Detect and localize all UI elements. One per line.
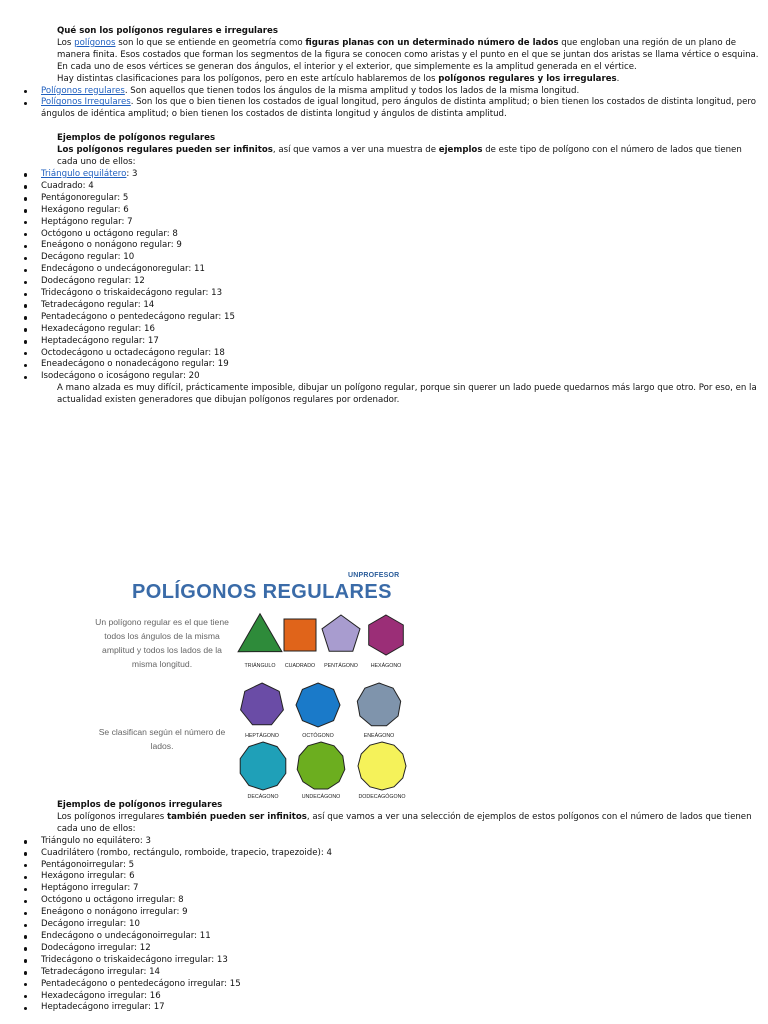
list-item xyxy=(0,169,768,181)
types-list xyxy=(0,86,768,122)
regular-polygons-figure xyxy=(90,563,430,800)
text-fragment: , así que vamos a ver una muestra de xyxy=(272,145,439,156)
classification-paragraph xyxy=(0,74,768,86)
text-fragment: Los polígonos irregulares xyxy=(57,811,168,822)
regular-intro xyxy=(0,145,768,169)
regulares-link[interactable]: Polígonos regulares xyxy=(41,85,125,96)
list-item: Eneágono o nonágono regular: 9 xyxy=(0,240,768,252)
list-item: Pentágonoirregular: 5 xyxy=(0,860,768,872)
intro-heading: Qué son los polígonos regulares e irregulares xyxy=(57,26,278,36)
polygons-illustration xyxy=(90,563,430,800)
list-item: Pentadecágono o pentedecágono irregular: 15 xyxy=(0,979,768,991)
shape-label: CUADRADO xyxy=(284,663,316,669)
list-item: Tridecágono o triskaidecágono regular: 13 xyxy=(0,288,768,300)
polygon-shape xyxy=(241,683,284,725)
figure-definition-text: Un polígono regular es el que tiene todos los ángulos de la misma amplitud y todos los lados de la misma longitud. xyxy=(95,617,229,669)
polygon-shape xyxy=(284,619,316,651)
shape-label: DECÁGONO xyxy=(247,794,279,800)
polygon-shape xyxy=(322,615,360,651)
text-fragment: . xyxy=(616,73,620,84)
list-item: Cuadrado: 4 xyxy=(0,181,768,193)
list-item: Endecágono o undecágonoirregular: 11 xyxy=(0,931,768,943)
list-item: Octógono u octágono irregular: 8 xyxy=(0,895,768,907)
list-item: Hexágono irregular: 6 xyxy=(0,871,768,883)
text-fragment: son lo que se entiende en geometría como xyxy=(115,37,306,48)
triangulo-equilatero-link[interactable]: Triángulo equilátero xyxy=(41,168,127,179)
list-item xyxy=(0,97,768,121)
list-item: Decágono irregular: 10 xyxy=(0,919,768,931)
bold-fragment: Los polígonos regulares pueden ser infinitos xyxy=(57,145,273,156)
shape-label: HEXÁGONO xyxy=(370,663,402,669)
regular-closing-paragraph: A mano alzada es muy difícil, prácticamente imposible, dibujar un polígono regular, porque sin querer un lado puede quedarnos más largo que otro. Por eso, en la actualidad existen generadores que dibujan polígonos regulares por ordenador. xyxy=(57,383,757,406)
list-item: Heptadecágono regular: 17 xyxy=(0,336,768,348)
list-item: Hexadecágono regular: 16 xyxy=(0,324,768,336)
figure-classification-text: Se clasifican según el número de lados. xyxy=(98,727,226,751)
list-item: Heptágono irregular: 7 xyxy=(0,883,768,895)
shape-label: HEPTÁGONO xyxy=(245,733,279,739)
figure-brand-logo: UNPROFESOR xyxy=(348,572,400,579)
list-item: Dodecágono regular: 12 xyxy=(0,276,768,288)
irregular-heading: Ejemplos de polígonos irregulares xyxy=(57,800,223,810)
bold-fragment: polígonos regulares y los irregulares xyxy=(438,73,617,84)
text-fragment: . Son aquellos que tienen todos los ángulos de la misma amplitud y todos los lados de la misma longitud. xyxy=(124,85,580,96)
list-item: Heptágono regular: 7 xyxy=(0,217,768,229)
polygon-shape xyxy=(357,683,400,726)
irregular-intro xyxy=(0,812,768,836)
shape-label: TRIÁNGULO xyxy=(244,663,276,669)
irregular-examples-list xyxy=(0,836,768,1015)
text-fragment: que engloban una región de un plano de manera finita. Esos costados que forman los segmentos de la figura se conocen como aristas y el punto en el que se juntan dos aristas se llama vértice o esquina. En cada uno de esos vértices se generan dos ángulos, el interior y el exterior, que simplemente es la amplitud generada en el vértice. xyxy=(57,37,759,72)
bold-fragment: también pueden ser infinitos xyxy=(167,811,307,822)
text-fragment: Hay distintas clasificaciones para los polígonos, pero en este artículo hablaremos de los xyxy=(57,73,439,84)
polygon-shape xyxy=(369,615,404,655)
shape-label: OCTÓGONO xyxy=(302,733,334,739)
document xyxy=(0,0,768,407)
polygon-shape xyxy=(358,742,406,790)
list-item: Octógono u octágono regular: 8 xyxy=(0,229,768,241)
list-item: Decágono regular: 10 xyxy=(0,252,768,264)
list-item: Octodecágono u octadecágono regular: 18 xyxy=(0,348,768,360)
list-item: Eneadecágono o nonadecágono regular: 19 xyxy=(0,359,768,371)
text-fragment: . Son los que o bien tienen los costados de igual longitud, pero ángulos de distinta amplitud; o bien tienen los costados de distinta longitud, pero ángulos de idéntica amplitud; o bien tienen los costados de distinta longitud y ángulos de distinta amplitud. xyxy=(41,97,757,120)
list-item: Heptadecágono irregular: 17 xyxy=(0,1002,768,1014)
shape-label: DODECAGÓGONO xyxy=(358,794,406,800)
irregular-section xyxy=(0,800,768,1014)
list-item xyxy=(0,86,768,98)
text-fragment: , así que vamos a ver una selección de ejemplos de estos polígonos con el número de lados que tienen cada uno de ellos: xyxy=(57,811,752,834)
list-item: Pentadecágono o pentedecágono regular: 15 xyxy=(0,312,768,324)
intro-paragraph xyxy=(0,38,768,74)
irregulares-link[interactable]: Polígonos Irregulares xyxy=(41,97,131,108)
list-item: Dodecágono irregular: 12 xyxy=(0,943,768,955)
regular-heading: Ejemplos de polígonos regulares xyxy=(57,133,216,144)
polygon-shape xyxy=(296,683,340,727)
list-item: Tetradecágono irregular: 14 xyxy=(0,967,768,979)
polygon-shape xyxy=(238,614,282,652)
figure-title: POLÍGONOS REGULARES xyxy=(132,581,392,603)
list-item: Hexadecágono irregular: 16 xyxy=(0,991,768,1003)
list-item: Pentágonoregular: 5 xyxy=(0,193,768,205)
list-item: Tridecágono o triskaidecágono irregular: 13 xyxy=(0,955,768,967)
polygon-shape xyxy=(297,742,345,789)
list-item: Eneágono o nonágono irregular: 9 xyxy=(0,907,768,919)
list-item: Tetradecágono regular: 14 xyxy=(0,300,768,312)
list-item: Cuadrilátero (rombo, rectángulo, romboide, trapecio, trapezoide): 4 xyxy=(0,848,768,860)
shape-label: PENTÁGONO xyxy=(324,663,358,669)
poligonos-link[interactable]: polígonos xyxy=(74,37,116,48)
text-fragment: de este tipo de polígono con el número de lados que tienen cada uno de ellos: xyxy=(57,145,742,168)
list-item: Isodecágono o icoságono regular: 20 xyxy=(0,371,768,383)
bold-fragment: figuras planas con un determinado número de lados xyxy=(305,37,559,48)
list-item: Hexágono regular: 6 xyxy=(0,205,768,217)
list-item: Triángulo no equilátero: 3 xyxy=(0,836,768,848)
regular-examples-list xyxy=(0,169,768,383)
list-item: Endecágono o undecágonoregular: 11 xyxy=(0,264,768,276)
bold-fragment: ejemplos xyxy=(438,145,483,156)
text-fragment: Los xyxy=(57,37,75,48)
text-fragment: : 3 xyxy=(126,168,138,179)
polygon-shape xyxy=(240,742,286,790)
shape-label: UNDECÁGONO xyxy=(301,794,341,800)
shape-label: ENEÁGONO xyxy=(363,733,395,739)
